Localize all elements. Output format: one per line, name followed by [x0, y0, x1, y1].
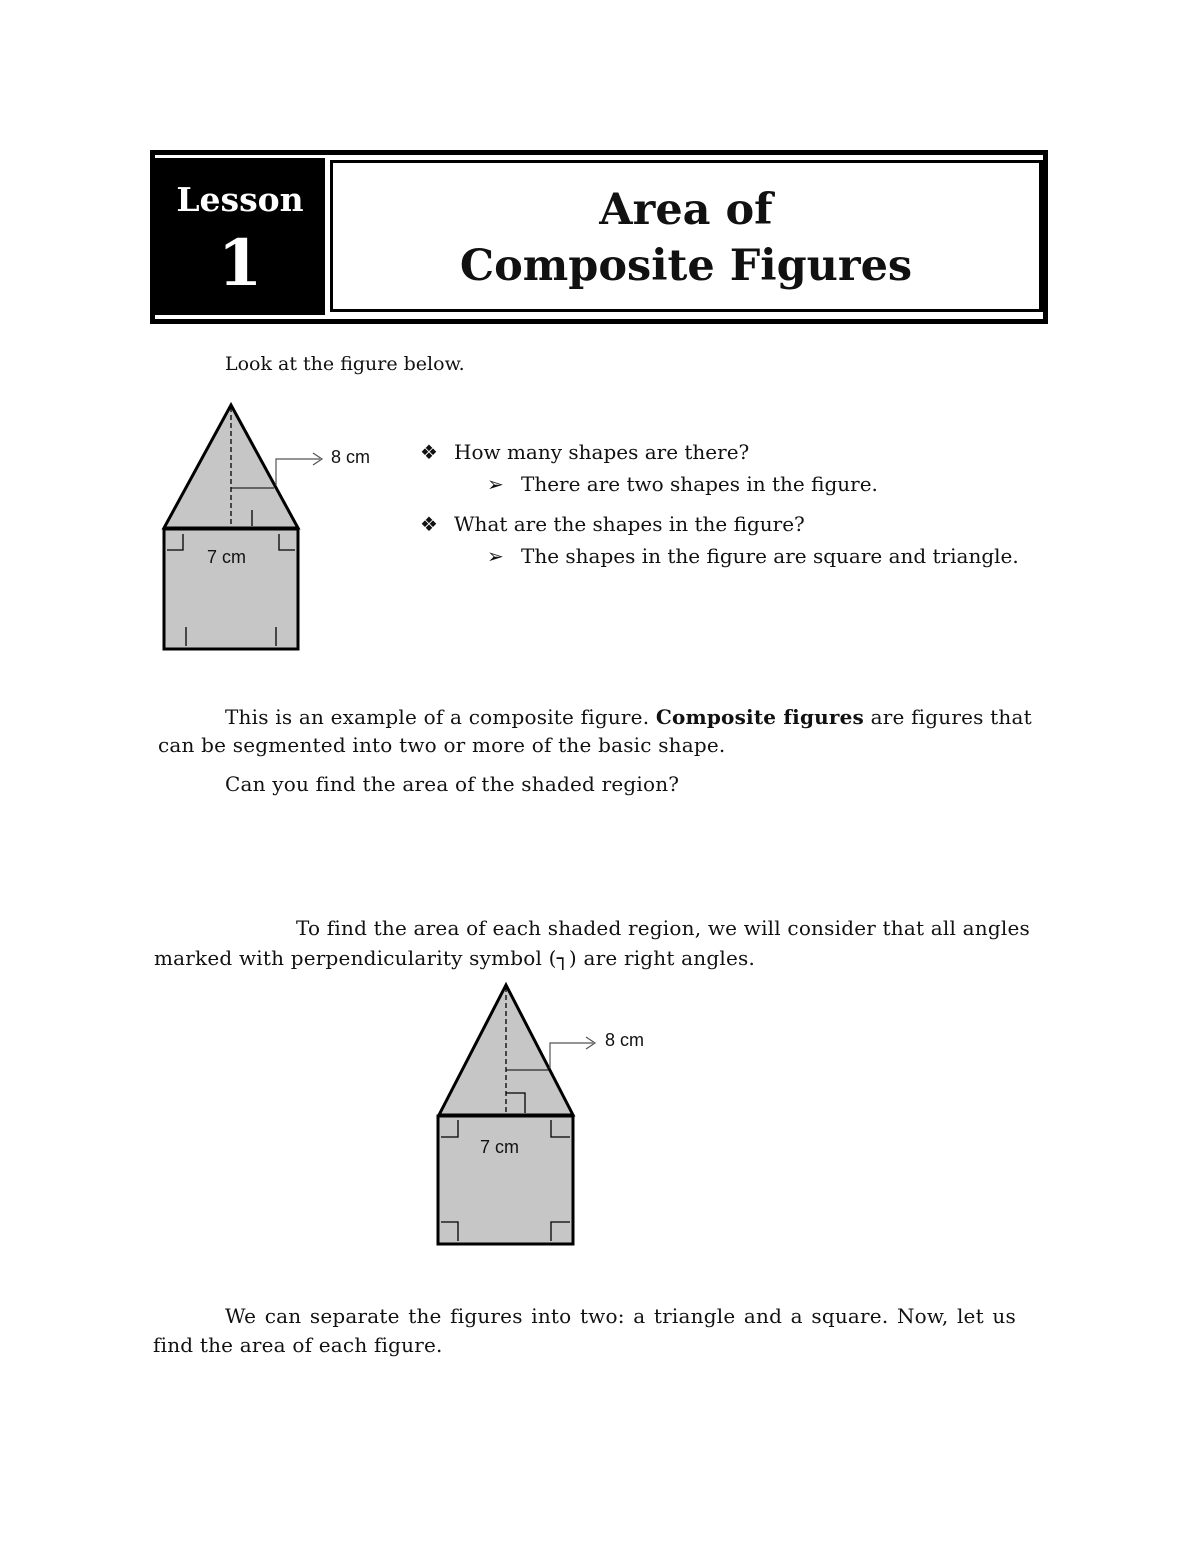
- page-title-line2: Composite Figures: [459, 241, 913, 291]
- height-label: 8 cm: [331, 447, 371, 467]
- composite-figure-2: [425, 975, 685, 1255]
- intro-text: Look at the figure below.: [225, 353, 465, 375]
- right-angle-text-end: ) are right angles.: [568, 946, 756, 970]
- right-angle-line2: [154, 946, 755, 970]
- arrow-bullet-icon: ➢: [487, 544, 504, 568]
- leader-line: [276, 459, 320, 485]
- page-title-line1: Area of: [599, 185, 773, 235]
- height-label: 8 cm: [605, 1030, 645, 1050]
- separate-line1: We can separate the figures into two: a triangle and a square. Now, let us: [225, 1304, 1016, 1328]
- composite-figure-1: [150, 395, 400, 660]
- diamond-bullet-icon: ❖: [420, 440, 438, 464]
- lesson-number: 1: [217, 226, 263, 301]
- question-text: What are the shapes in the figure?: [454, 512, 805, 536]
- side-label: 7 cm: [207, 547, 247, 567]
- question-text: How many shapes are there?: [454, 440, 750, 464]
- definition-line2: can be segmented into two or more of the basic shape.: [158, 733, 726, 757]
- lesson-label: Lesson: [176, 180, 304, 219]
- answer-1: [487, 472, 878, 496]
- diamond-bullet-icon: ❖: [420, 512, 438, 536]
- leader-line: [550, 1043, 593, 1068]
- right-angle-line1: To find the area of each shaded region, we will consider that all angles: [296, 916, 1030, 940]
- answer-2: [487, 544, 1019, 568]
- lesson-badge: [155, 158, 325, 315]
- separate-line2: find the area of each figure.: [153, 1333, 443, 1357]
- perpendicular-symbol-icon: ┐: [556, 946, 569, 970]
- arrow-bullet-icon: ➢: [487, 472, 504, 496]
- definition-text-end: are figures that: [864, 705, 1032, 729]
- question-2: [420, 512, 805, 536]
- title-box: [330, 160, 1043, 312]
- answer-text: The shapes in the figure are square and triangle.: [521, 544, 1019, 568]
- question-1: [420, 440, 749, 464]
- right-angle-text: marked with perpendicularity symbol (: [154, 946, 557, 970]
- lesson-header: [150, 150, 1048, 324]
- definition-text: This is an example of a composite figure.: [225, 705, 656, 729]
- area-question: Can you find the area of the shaded region?: [225, 772, 680, 796]
- side-label: 7 cm: [480, 1137, 520, 1157]
- answer-text: There are two shapes in the figure.: [521, 472, 878, 496]
- definition-term: Composite figures: [655, 705, 865, 729]
- definition-line1: [225, 705, 1032, 729]
